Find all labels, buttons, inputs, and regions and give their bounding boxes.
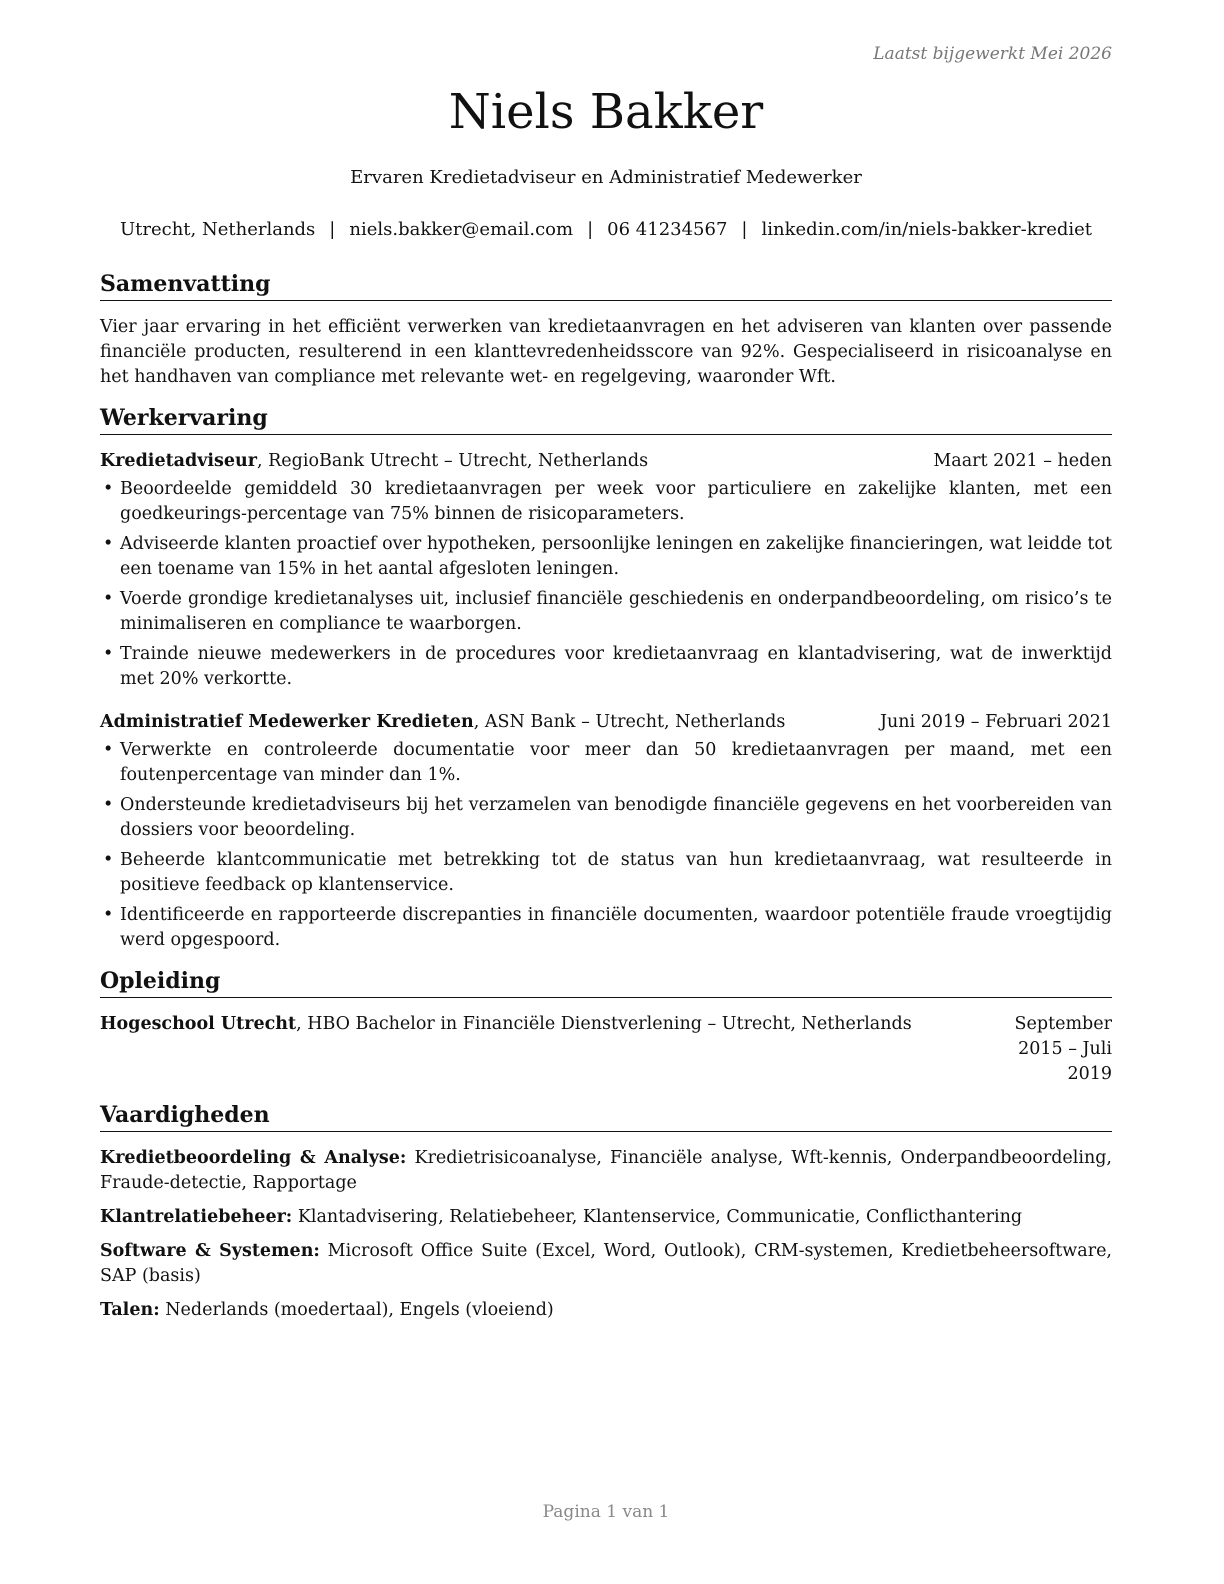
- job-header: [100, 710, 1112, 735]
- candidate-name: Niels Bakker: [448, 84, 764, 140]
- skill-line: [100, 1239, 1112, 1289]
- job-title: Kredietadviseur: [100, 451, 257, 471]
- job-bullets: [100, 477, 1112, 692]
- job-bullets: [100, 738, 1112, 953]
- page-number: Pagina 1 van 1: [542, 1502, 670, 1522]
- education-section: [100, 967, 1112, 1087]
- skill-value: Microsoft Office Suite (Excel, Word, Outlook), CRM-systemen, Kredietbeheersoftware, SAP (basis): [100, 1241, 1112, 1286]
- job-bullet: • Beoordeelde gemiddeld 30 kredietaanvragen per week voor particuliere en zakelijke klanten, met een goedkeurings-percentage van 75% binnen de risicoparameters.: [100, 477, 1112, 527]
- job-bullet: • Ondersteunde kredietadviseurs bij het verzamelen van benodigde financiële gegevens en het voorbereiden van dossiers voor beoordeling.: [100, 793, 1112, 843]
- skill-value: Kredietrisicoanalyse, Financiële analyse, Wft-kennis, Onderpandbeoordeling, Fraude-detectie, Rapportage: [100, 1148, 1112, 1193]
- job-dates: Maart 2021 – heden: [933, 451, 1112, 471]
- skill-line: [100, 1146, 1112, 1196]
- skill-line: [100, 1205, 1112, 1230]
- last-updated: Laatst bijgewerkt Mei 2026: [873, 44, 1112, 64]
- education-dates: September 2015 – Juli 2019: [1014, 1014, 1112, 1084]
- education-detail: , HBO Bachelor in Financiële Dienstverlening – Utrecht, Netherlands: [296, 1014, 912, 1034]
- education-school: Hogeschool Utrecht: [100, 1014, 297, 1034]
- job-bullet: • Identificeerde en rapporteerde discrepanties in financiële documenten, waardoor potentiële fraude vroegtijdig werd opgespoord.: [100, 903, 1112, 953]
- job-bullet: • Beheerde klantcommunicatie met betrekking tot de status van hun kredietaanvraag, wat resulteerde in positieve feedback op klantenservice.: [100, 848, 1112, 898]
- job-entry: [100, 449, 1112, 692]
- contact-separator: |: [329, 219, 336, 240]
- section-heading-summary: Samenvatting: [100, 270, 1112, 301]
- contact-email[interactable]: niels.bakker@email.com: [349, 219, 574, 240]
- section-heading-experience: Werkervaring: [100, 404, 1112, 435]
- candidate-subtitle: Ervaren Kredietadviseur en Administratief Medewerker: [350, 167, 862, 188]
- skill-label: Kredietbeoordeling & Analyse:: [100, 1148, 407, 1168]
- job-bullet: • Trainde nieuwe medewerkers in de procedures voor kredietaanvraag en klantadvisering, wat de inwerktijd met 20% verkortte.: [100, 642, 1112, 692]
- job-bullet: • Voerde grondige kredietanalyses uit, inclusief financiële geschiedenis en onderpandbeoordeling, om risico’s te minimaliseren en compliance te waarborgen.: [100, 587, 1112, 637]
- job-role-line: [100, 449, 648, 474]
- job-bullet: • Adviseerde klanten proactief over hypotheken, persoonlijke leningen en zakelijke financieringen, wat leidde tot een toename van 15% in het aantal afgesloten leningen.: [100, 532, 1112, 582]
- skill-value: Klantadvisering, Relatiebeheer, Klantenservice, Communicatie, Conflicthantering: [292, 1207, 1023, 1227]
- skill-line: [100, 1298, 1112, 1323]
- job-employer: , RegioBank Utrecht – Utrecht, Netherlands: [257, 451, 649, 471]
- skills-section: [100, 1101, 1112, 1323]
- contact-separator: |: [587, 219, 594, 240]
- summary-text: Vier jaar ervaring in het efficiënt verwerken van kredietaanvragen en het adviseren van klanten over passende financiële producten, resulterend in een klanttevredenheidsscore van 92%. Gespecialiseerd in risicoanalyse en het handhaven van compliance met relevante wet- en regelgeving, waaronder Wft.: [100, 317, 1112, 387]
- job-title: Administratief Medewerker Kredieten: [100, 712, 474, 732]
- job-entry: [100, 710, 1112, 953]
- contact-linkedin[interactable]: linkedin.com/in/niels-bakker-krediet: [761, 219, 1093, 240]
- job-bullet: • Verwerkte en controleerde documentatie voor meer dan 50 kredietaanvragen per maand, met een foutenpercentage van minder dan 1%.: [100, 738, 1112, 788]
- education-entry: [100, 1012, 1112, 1087]
- education-line: [100, 1012, 912, 1087]
- job-header: [100, 449, 1112, 474]
- contact-phone: 06 41234567: [607, 219, 728, 240]
- job-role-line: [100, 710, 785, 735]
- contact-separator: |: [741, 219, 748, 240]
- skill-label: Software & Systemen:: [100, 1241, 320, 1261]
- job-dates: Juni 2019 – Februari 2021: [879, 712, 1112, 732]
- contact-line: [0, 219, 1212, 240]
- skill-label: Klantrelatiebeheer:: [100, 1207, 293, 1227]
- section-heading-education: Opleiding: [100, 967, 1112, 998]
- job-employer: , ASN Bank – Utrecht, Netherlands: [473, 712, 786, 732]
- skill-label: Talen:: [100, 1300, 160, 1320]
- skill-value: Nederlands (moedertaal), Engels (vloeiend): [159, 1300, 554, 1320]
- section-heading-skills: Vaardigheden: [100, 1101, 1112, 1132]
- resume-content: [100, 270, 1112, 1323]
- contact-location: Utrecht, Netherlands: [119, 219, 316, 240]
